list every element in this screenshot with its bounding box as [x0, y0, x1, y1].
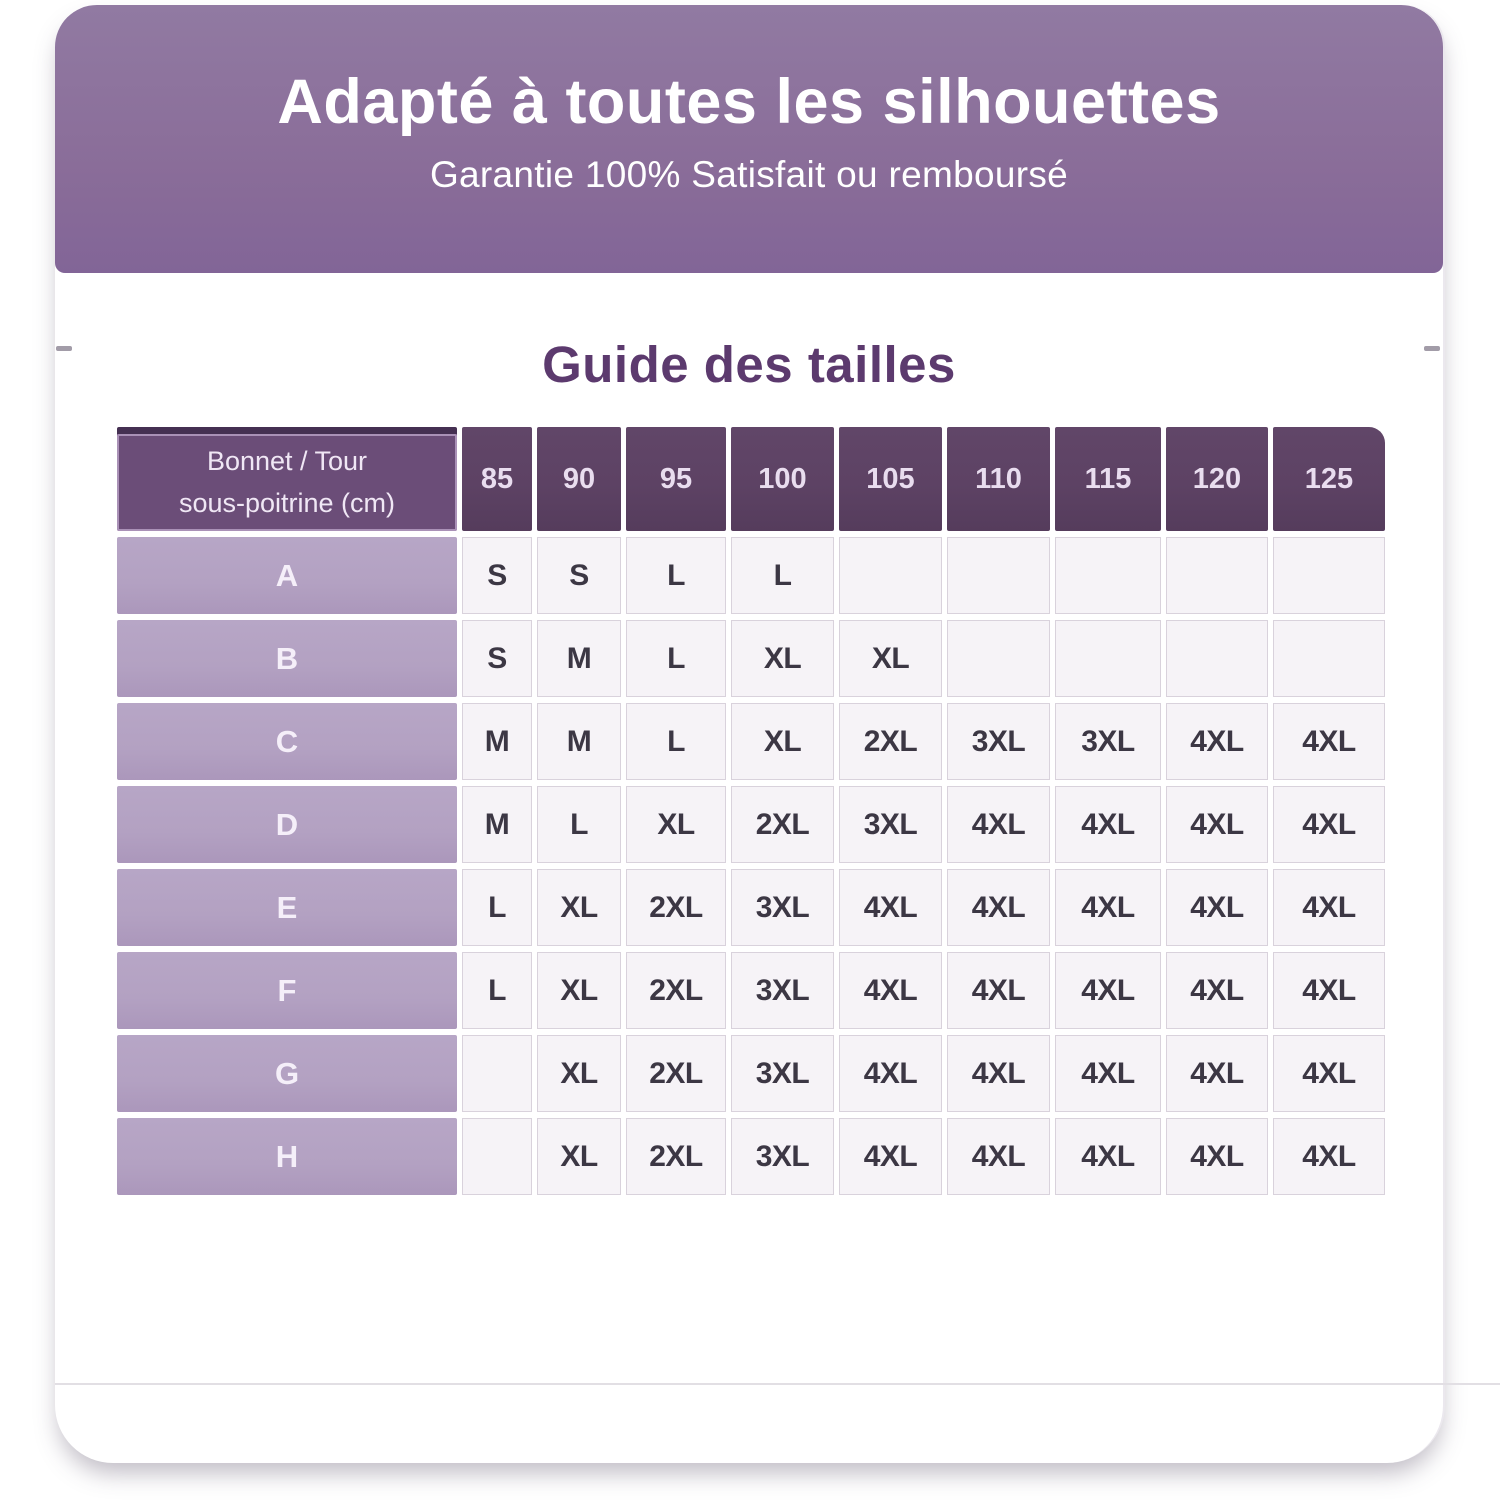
table-row: [117, 1035, 1385, 1112]
size-cell: [1166, 620, 1268, 697]
section-title: Guide des tailles: [542, 336, 956, 393]
size-cell: 4XL: [839, 1035, 942, 1112]
size-cell: 3XL: [947, 703, 1050, 780]
column-header-cell: 95: [626, 427, 726, 531]
column-header-cell: 110: [947, 427, 1050, 531]
table-row: [117, 869, 1385, 946]
content-card: [55, 5, 1445, 1463]
size-cell: [462, 1118, 532, 1195]
corner-header-line1: Bonnet / Tour: [206, 445, 368, 476]
size-cell: 3XL: [731, 1118, 834, 1195]
size-cell: 4XL: [947, 1118, 1050, 1195]
column-header-cell: 85: [462, 427, 532, 531]
size-cell: 4XL: [1166, 1118, 1268, 1195]
size-cell: 3XL: [731, 1035, 834, 1112]
size-cell: 2XL: [731, 786, 834, 863]
size-cell: 3XL: [839, 786, 942, 863]
corner-header-line2: sous-poitrine (cm): [178, 487, 396, 518]
size-cell: 4XL: [1273, 1118, 1385, 1195]
size-cell: 4XL: [1055, 952, 1161, 1029]
row-label-cell: F: [117, 952, 457, 1029]
size-cell: 4XL: [947, 869, 1050, 946]
right-tick-mark: [1424, 346, 1440, 351]
size-cell: [462, 1035, 532, 1112]
size-cell: 2XL: [626, 869, 726, 946]
size-cell: 2XL: [626, 1035, 726, 1112]
row-label-cell: C: [117, 703, 457, 780]
size-cell: L: [626, 620, 726, 697]
size-cell: 4XL: [839, 869, 942, 946]
table-row: [117, 1118, 1385, 1195]
promo-banner: [55, 5, 1443, 273]
size-cell: 4XL: [1273, 786, 1385, 863]
size-cell: 4XL: [839, 1118, 942, 1195]
size-cell: 2XL: [626, 952, 726, 1029]
size-cell: XL: [626, 786, 726, 863]
size-cell: XL: [537, 1118, 621, 1195]
size-cell: 3XL: [731, 869, 834, 946]
size-cell: 4XL: [1055, 869, 1161, 946]
size-cell: 3XL: [731, 952, 834, 1029]
size-cell: S: [537, 537, 621, 614]
bottom-divider-line: [55, 1383, 1500, 1385]
size-table-wrap: [112, 421, 1390, 1201]
size-cell: L: [462, 952, 532, 1029]
column-header-cell: 120: [1166, 427, 1268, 531]
size-cell: XL: [537, 952, 621, 1029]
row-label-cell: E: [117, 869, 457, 946]
size-cell: XL: [537, 1035, 621, 1112]
size-cell: [1055, 620, 1161, 697]
size-cell: M: [462, 703, 532, 780]
table-row: [117, 952, 1385, 1029]
column-header-cell: 115: [1055, 427, 1161, 531]
size-cell: S: [462, 537, 532, 614]
banner-title: Adapté à toutes les silhouettes: [277, 67, 1221, 138]
size-table: [112, 421, 1390, 1201]
size-cell: 4XL: [1166, 786, 1268, 863]
size-cell: 4XL: [1273, 703, 1385, 780]
size-cell: 3XL: [1055, 703, 1161, 780]
row-label-cell: H: [117, 1118, 457, 1195]
table-row: [117, 537, 1385, 614]
size-cell: [1166, 537, 1268, 614]
header-row: [117, 427, 1385, 531]
size-cell: [839, 537, 942, 614]
table-row: [117, 620, 1385, 697]
size-cell: M: [537, 620, 621, 697]
size-cell: [947, 537, 1050, 614]
column-header-cell: 100: [731, 427, 834, 531]
corner-header-cell: [117, 427, 457, 531]
size-cell: 4XL: [947, 1035, 1050, 1112]
size-cell: 4XL: [1273, 952, 1385, 1029]
size-cell: 4XL: [1166, 952, 1268, 1029]
size-cell: L: [462, 869, 532, 946]
size-cell: 4XL: [1273, 869, 1385, 946]
size-cell: L: [626, 703, 726, 780]
row-label-cell: A: [117, 537, 457, 614]
size-cell: XL: [839, 620, 942, 697]
size-cell: [1055, 537, 1161, 614]
size-cell: 4XL: [1166, 869, 1268, 946]
size-cell: 4XL: [1055, 786, 1161, 863]
size-cell: XL: [731, 620, 834, 697]
row-label-cell: D: [117, 786, 457, 863]
banner-subtitle: Garantie 100% Satisfait ou remboursé: [429, 153, 1069, 195]
column-header-cell: 105: [839, 427, 942, 531]
size-cell: 4XL: [1055, 1118, 1161, 1195]
size-table-body: [117, 537, 1385, 1195]
column-header-cell: 90: [537, 427, 621, 531]
size-cell: 4XL: [1273, 1035, 1385, 1112]
left-tick-mark: [56, 346, 72, 351]
size-cell: 4XL: [947, 786, 1050, 863]
size-cell: 4XL: [839, 952, 942, 1029]
size-cell: [947, 620, 1050, 697]
size-cell: M: [462, 786, 532, 863]
row-label-cell: G: [117, 1035, 457, 1112]
size-cell: L: [537, 786, 621, 863]
size-cell: 4XL: [947, 952, 1050, 1029]
size-cell: L: [731, 537, 834, 614]
table-row: [117, 786, 1385, 863]
row-label-cell: B: [117, 620, 457, 697]
size-cell: L: [626, 537, 726, 614]
column-header-cell: 125: [1273, 427, 1385, 531]
size-cell: M: [537, 703, 621, 780]
size-cell: 4XL: [1055, 1035, 1161, 1112]
size-cell: XL: [537, 869, 621, 946]
size-cell: [1273, 620, 1385, 697]
size-cell: 2XL: [626, 1118, 726, 1195]
size-cell: S: [462, 620, 532, 697]
size-cell: 2XL: [839, 703, 942, 780]
size-cell: 4XL: [1166, 1035, 1268, 1112]
size-cell: XL: [731, 703, 834, 780]
table-row: [117, 703, 1385, 780]
size-cell: [1273, 537, 1385, 614]
size-cell: 4XL: [1166, 703, 1268, 780]
